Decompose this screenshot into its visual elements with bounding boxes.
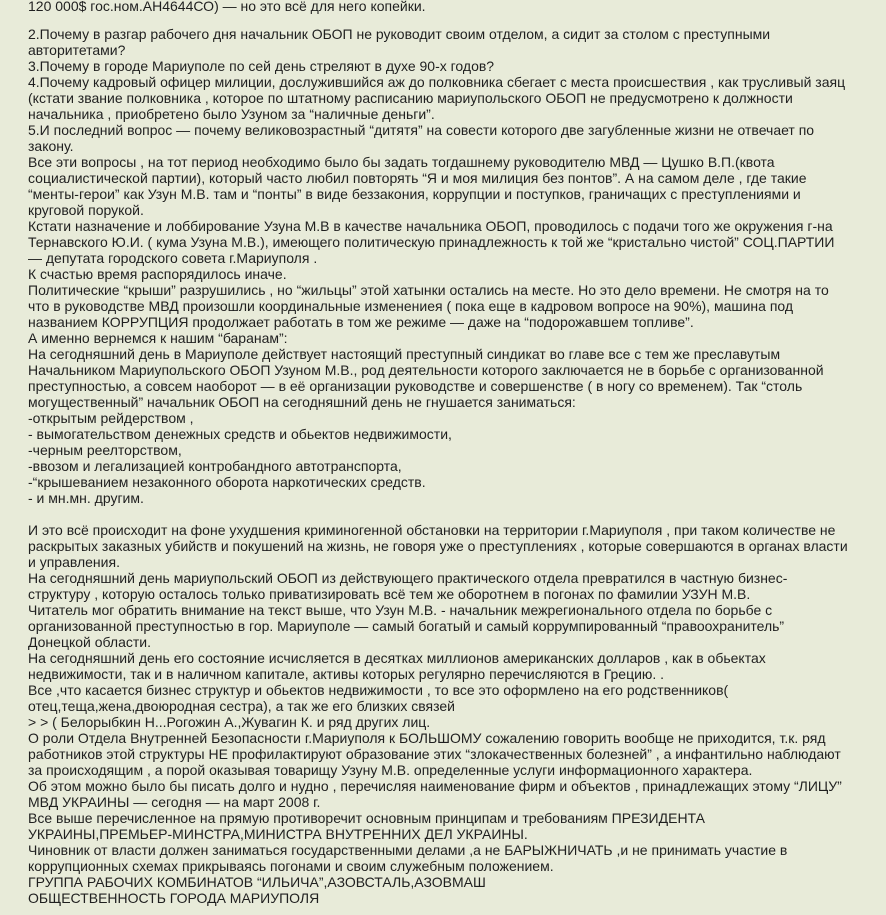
text-line: 120 000$ гос.ном.АН4644СО) — но это всё для него копейки. [28,0,426,14]
text-line: К счастью время распорядилось иначе. [28,266,287,282]
text-line: МВД УКРАИНЫ — сегодня — на март 2008 г. [28,794,321,810]
text-line: Донецкой области. [28,634,151,650]
text-line: 5.И последний вопрос — почему великовозрастный “дитятя” на совести которого две загубленные жизни не отвечает по [28,122,815,138]
text-line: На сегодняшний день в Мариуполе действует настоящий преступный синдикат во главе все с тем же преславутым [28,346,781,362]
text-line: Начальником Мариупольского ОБОП Узуном М.В., род деятельности которого заключается не в борьбе с организованной [28,362,824,378]
text-line: недвижимости, так и в наличном капитале, активы которых регулярно перечисляются в Грецию. . [28,666,665,682]
text-line: Читатель мог обратить внимание на текст выше, что Узун М.В. - начальник межрегионального отдела по борьбе с [28,602,773,618]
text-line: А именно вернемся к нашим “баранам”: [28,330,288,346]
text-line: коррупционных схемах прикрываясь погонами и своим служебным положением. [28,858,554,874]
text-line: работников этой структуры НЕ профилактируют образование этих “злокачественных болезней” , а инфантильно наблюдают [28,746,841,762]
text-line: круговой порукой. [28,202,144,218]
text-line: что в руководстве МВД произошли координальные изменениея ( пока еще в кадровом вопросе на 90%), машина под [28,298,794,314]
text-line: структуру , которую осталось только приватизировать всё тем же оборотнем в погонах по фамилии УЗУН М.В. [28,586,751,602]
text-line: На сегодняшний день мариупольский ОБОП из действующего практического отдела превратился в частную бизнес- [28,570,788,586]
text-line: начальника , приобретено было Узуном за “наличные деньги”. [28,106,435,122]
text-line: названием КОРРУПЦИЯ продолжает работать в том же режиме — даже на “подорожавшем топливе”. [28,314,694,330]
text-line: 2.Почему в разгар рабочего дня начальник ОБОП не руководит своим отделом, а сидит за столом с преступными [28,26,771,42]
text-line: — депутата городского совета г.Мариуполя . [28,250,318,266]
text-line: Все эти вопросы , на тот период необходимо было бы задать тогдашнему руководителю МВД — Цушко В.П.(квота [28,154,775,170]
text-line: > > ( Белорыбкин Н...Рогожин А.,Жувагин К. и ряд других лиц. [28,714,431,730]
text-line: и управления. [28,554,120,570]
text-line: Об этом можно было бы писать долго и нудно , перечисляя наименование фирм и объектов , принадлежащих этому “ЛИЦУ” [28,778,842,794]
list-item: -открытым рейдерством , [28,410,194,426]
text-line: могущественный” начальник ОБОП на сегодняшний день не гнушается заниматься: [28,394,576,410]
list-item: - и мн.мн. другим. [28,490,144,506]
signature-line: ОБЩЕСТВЕННОСТЬ ГОРОДА МАРИУПОЛЯ [28,890,320,906]
text-line: На сегодняшний день его состояние исчисляется в десятках миллионов американских долларов , как в обьектах [28,650,766,666]
text-line: отец,теща,жена,двоюродная сестра), а так же его близких связей [28,698,455,714]
list-item: -“крышеванием незаконного оборота наркотических средств. [28,474,426,490]
text-line: Тернавского Ю.И. ( кума Узуна М.В.), имеющего политическую принадлежность к той же “кристально чистой” СОЦ.ПАРТИИ [28,234,835,250]
text-line: “менты-герои” как Узун М.В. там и “понты” в виде беззакония, коррупции и поступков, граничащих с преступлениями и [28,186,801,202]
text-line: (кстати звание полковника , которое по штатному расписанию мариупольского ОБОП не предусмотрено к должности [28,90,793,106]
text-line: авторитетами? [28,42,126,58]
text-line: УКРАИНЫ,ПРЕМЬЕР-МИНСТРА,МИНИСТРА ВНУТРЕННИХ ДЕЛ УКРАИНЫ. [28,826,528,842]
text-line: О роли Отдела Внутренней Безопасности г.Мариуполя к БОЛЬШОМУ сожалению говорить вообще не приходится, т.к. ряд [28,730,826,746]
conclusion-block [28,522,868,906]
signature-line: ГРУППА РАБОЧИХ КОМБИНАТОВ “ИЛЬИЧА”,АЗОВСТАЛЬ,АЗОВМАШ [28,874,486,890]
text-line: И это всё происходит на фоне ухудшения криминогенной обстановки на территории г.Мариуполя , при таком количестве не [28,522,836,538]
text-line: Все ,что касается бизнес структур и обьектов недвижимости , то все это оформлено на его родственников( [28,682,729,698]
text-line: за происходящим , а порой оказывая товарищу Узуну М.В. определенные услуги информационного характера. [28,762,753,778]
list-item: -черным реелторством, [28,442,182,458]
text-line: Чиновник от власти должен заниматься государственными делами ,а не БАРЫЖНИЧАТЬ ,и не принимать участие в [28,842,788,858]
text-line: Все выше перечисленное на прямую противоречит основным принципам и требованиям ПРЕЗИДЕНТА [28,810,705,826]
list-item: -ввозом и легализацией контробандного автотранспорта, [28,458,402,474]
text-line: раскрытых заказных убийств и покушений на жизнь, не говоря уже о преступлениях , которые совершаются в органах власти [28,538,848,554]
text-line: социалистической партии), который часто любил повторять “Я и моя милиция без понтов”. А на самом деле , где такие [28,170,807,186]
text-line: 4.Почему кадровый офицер милиции, дослужившийся аж до полковника сбегает с места происшествия , как трусливый заяц [28,74,846,90]
text-line: преступностью, а совсем наоборот — в её организации руководстве и совершенстве ( в ногу со временем). Так “столь [28,378,803,394]
text-line: Политические “крыши” разрушились , но “жильцы” этой хатынки остались на месте. Но это дело времени. Не смотря на то [28,282,829,298]
text-line: закону. [28,138,74,154]
questions-block [28,26,868,506]
top-line-block [28,0,868,14]
text-line: Кстати назначение и лоббирование Узуна М.В в качестве начальника ОБОП, проводилось с подачи того же окружения г-на [28,218,833,234]
text-line: 3.Почему в городе Мариуполе по сей день стреляют в духе 90-х годов? [28,58,495,74]
list-item: - вымогательством денежных средств и обьектов недвижимости, [28,426,452,442]
text-line: организованной преступностью в гор. Мариуполе — самый богатый и самый коррумпированный “правоохранитель” [28,618,785,634]
